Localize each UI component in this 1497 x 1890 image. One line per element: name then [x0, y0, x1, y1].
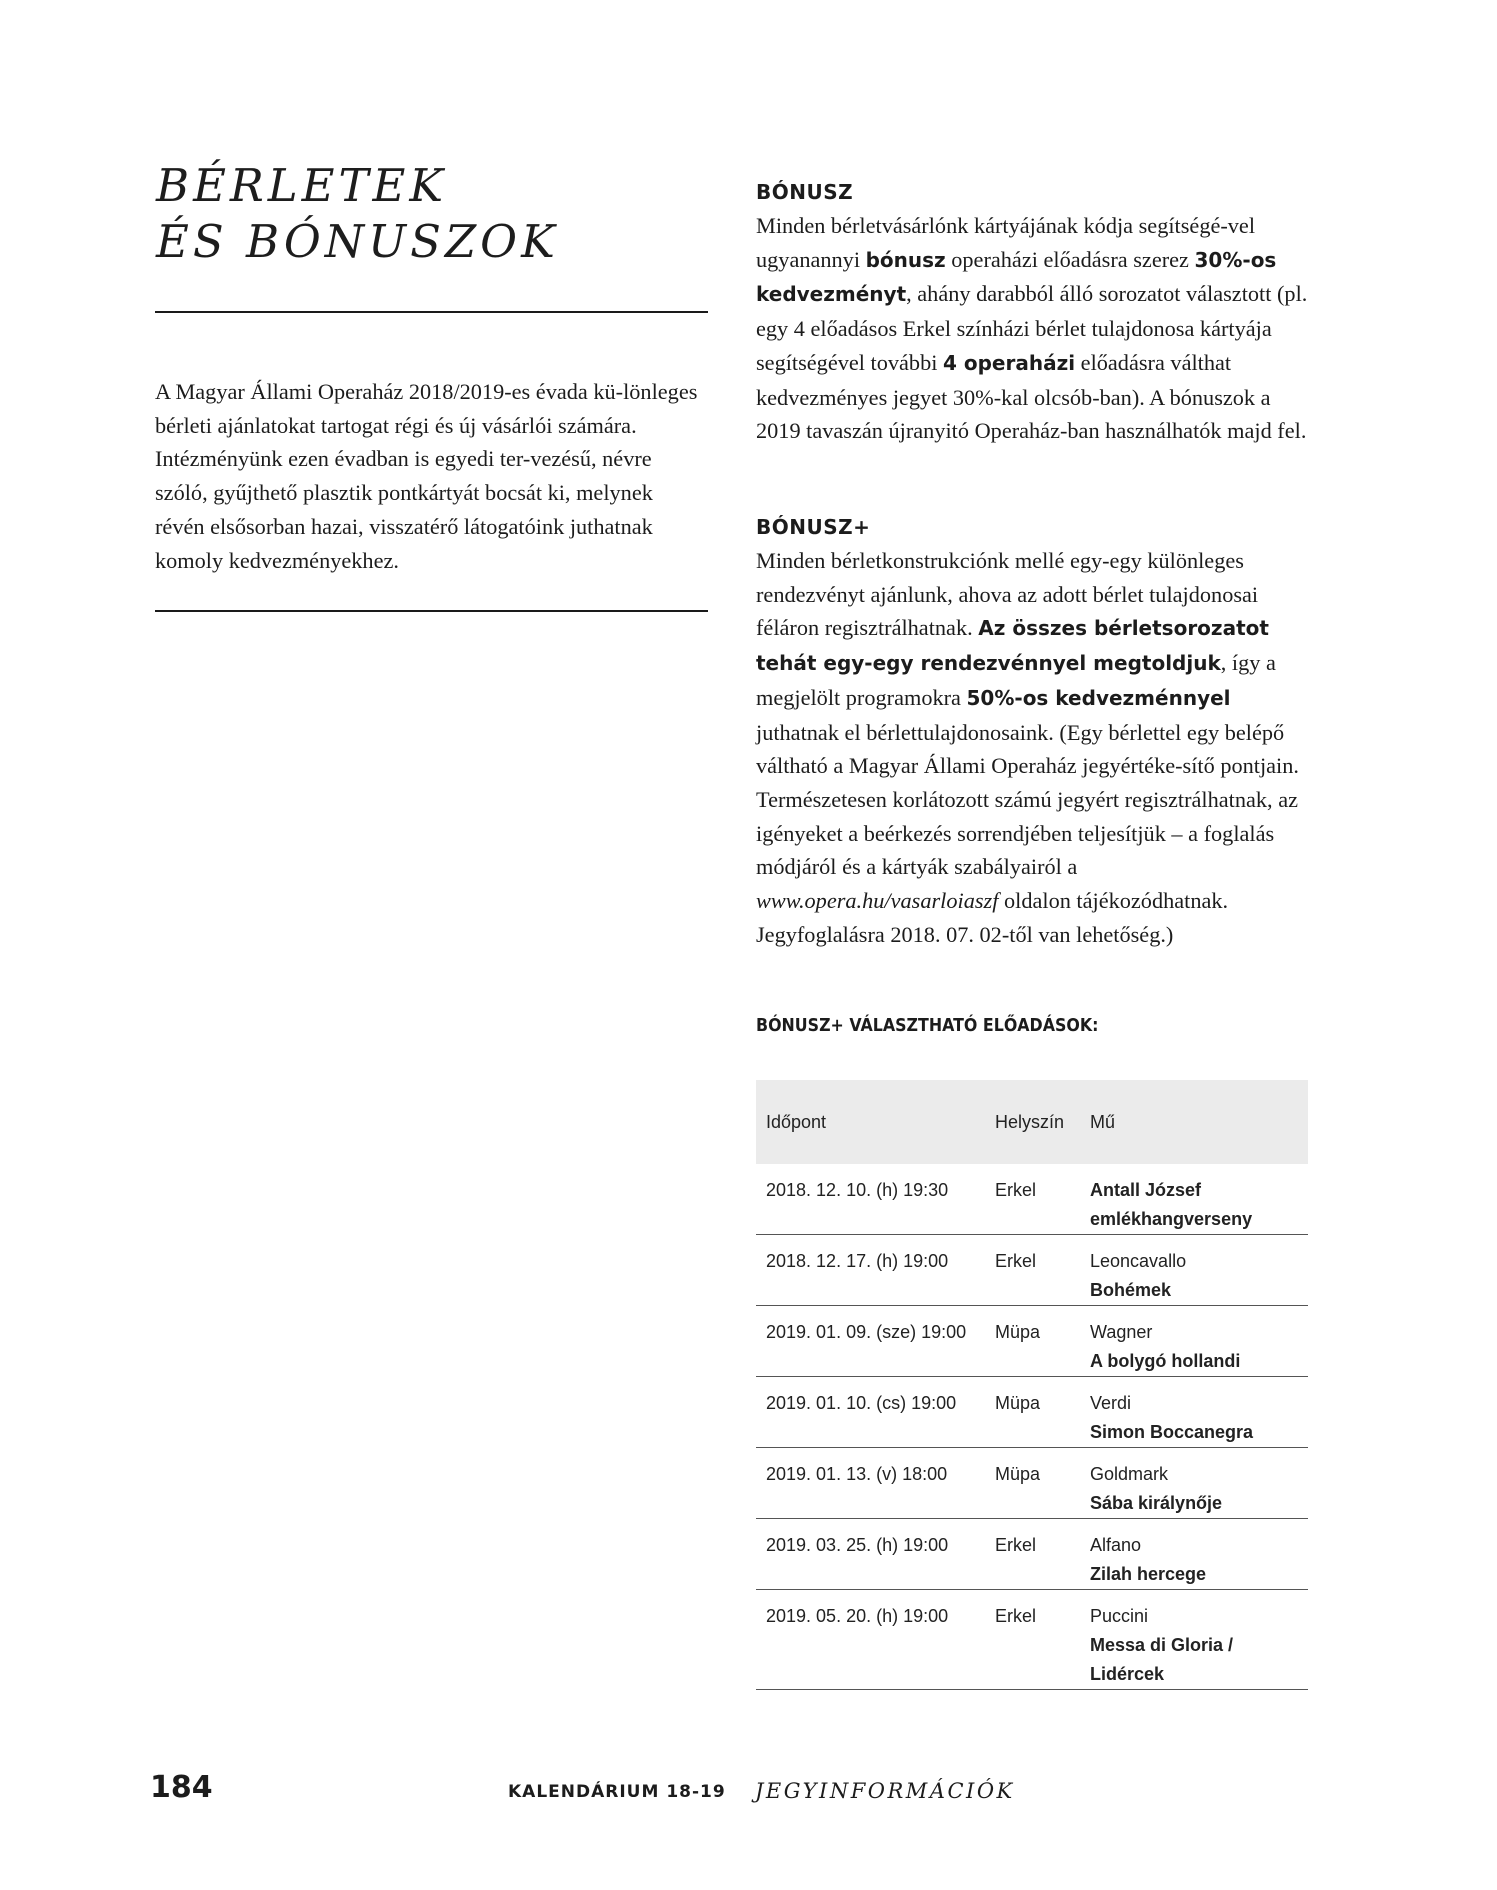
row-composer: Leoncavallo [1090, 1251, 1187, 1271]
row-piece: Bohémek [1090, 1280, 1172, 1300]
table-row [756, 1448, 1308, 1519]
row-venue: Erkel [985, 1519, 1080, 1590]
row-venue: Erkel [985, 1235, 1080, 1306]
row-composer: Wagner [1090, 1322, 1153, 1342]
table-row [756, 1306, 1308, 1377]
bonus-plus-text-4: oldalon tájékozódhatnak. Jegyfoglalásra 2018. 07. 02-től van lehetőség.) [756, 888, 1229, 947]
row-date: 2019. 01. 09. (sze) 19:00 [756, 1306, 985, 1377]
row-date: 2019. 01. 13. (v) 18:00 [756, 1448, 985, 1519]
row-piece: A bolygó hollandi [1090, 1351, 1241, 1371]
table-header-row [756, 1080, 1308, 1164]
bonus-section [756, 176, 1308, 448]
title-line-1: BÉRLETEK [156, 159, 448, 212]
table-row [756, 1235, 1308, 1306]
page-title [156, 158, 716, 270]
row-work [1080, 1448, 1308, 1519]
row-work [1080, 1235, 1308, 1306]
title-line-2: ÉS BÓNUSZOK [156, 215, 559, 268]
bonus-text-2: operaházi előadásra szerez [945, 246, 1195, 272]
bonus-plus-text-2: , így a megjelölt programokra [756, 650, 1276, 710]
row-piece: Zilah hercege [1090, 1564, 1207, 1584]
row-composer: Verdi [1090, 1393, 1132, 1413]
bonus-bold-2: 30%-os kedvezményt [756, 247, 1277, 307]
footer-section: JEGYINFORMÁCIÓK [755, 1779, 1015, 1803]
table-row [756, 1590, 1308, 1690]
row-composer: Goldmark [1090, 1464, 1169, 1484]
bonus-text-1: Minden bérletvásárlónk kártyájának kódja segítségé-vel ugyanannyi [756, 213, 1256, 272]
title-divider [155, 311, 708, 313]
row-work [1080, 1306, 1308, 1377]
bonus-plus-bold-1: Az összes bérletsorozatot tehát egy-egy rendezvénnyel megtoldjuk [756, 616, 1269, 676]
row-piece: Messa di Gloria / Lidércek [1090, 1635, 1234, 1684]
row-work [1080, 1377, 1308, 1448]
table-title: BÓNUSZ+ VÁLASZTHATÓ ELŐADÁSOK: [756, 1015, 1099, 1036]
performances-table [756, 1080, 1308, 1690]
footer-publication: KALENDÁRIUM 18-19 [508, 1782, 726, 1802]
row-piece: Sába királynője [1090, 1493, 1223, 1513]
bonus-text-4: előadásra válthat kedvezményes jegyet 30%-kal olcsób-ban). A bónuszok a 2019 tavaszán újranyitó Operaház-ban használhatók majd fel. [756, 349, 1307, 444]
header-venue: Helyszín [995, 1111, 1065, 1132]
row-date: 2018. 12. 17. (h) 19:00 [756, 1235, 985, 1306]
row-composer: Puccini [1090, 1606, 1149, 1626]
bonus-plus-section [756, 511, 1308, 951]
row-date: 2019. 03. 25. (h) 19:00 [756, 1519, 985, 1590]
intro-paragraph: A Magyar Állami Operaház 2018/2019-es évada kü-lönleges bérleti ajánlatokat tartogat régi és új vásárlói számára. Intézményünk ezen évadban is egyedi ter-vezésű, névre szóló, gyűjthető plasztik pontkártyát bocsát ki, melynek révén elsősorban hazai, visszatérő látogatóink juthatnak komoly kedvezményekhez. [155, 379, 698, 573]
row-work [1080, 1590, 1308, 1690]
row-venue: Erkel [985, 1164, 1080, 1235]
bonus-bold-3: 4 operaházi [943, 350, 1076, 375]
row-composer: Alfano [1090, 1535, 1142, 1555]
bonus-paragraph [756, 209, 1308, 448]
row-date: 2018. 12. 10. (h) 19:30 [756, 1164, 985, 1235]
terms-link[interactable]: www.opera.hu/vasarloiaszf [756, 888, 999, 914]
intro-divider [155, 610, 708, 612]
table-row [756, 1377, 1308, 1448]
header-date: Időpont [766, 1111, 827, 1132]
table-row [756, 1164, 1308, 1235]
page-number: 184 [150, 1770, 213, 1805]
bonus-heading: BÓNUSZ [756, 180, 854, 204]
row-work [1080, 1519, 1308, 1590]
bonus-plus-text-3: juthatnak el bérlettulajdonosaink. (Egy bérlettel egy belépő váltható a Magyar Állami Operaház jegyértéke-sítő pontjain. Természetesen korlátozott számú jegyért regisztrálhatnak, az igényeket a beérkezés sorrendjében teljesítjük – a foglalás módjáról és a kártyák szabályairól a [756, 719, 1299, 880]
bonus-bold-1: bónusz [865, 247, 946, 272]
row-piece: Antall József emlékhangverseny [1090, 1180, 1253, 1229]
row-work [1080, 1164, 1308, 1235]
row-piece: Simon Boccanegra [1090, 1422, 1254, 1442]
row-venue: Müpa [985, 1377, 1080, 1448]
row-venue: Müpa [985, 1448, 1080, 1519]
row-date: 2019. 05. 20. (h) 19:00 [756, 1590, 985, 1690]
row-venue: Erkel [985, 1590, 1080, 1690]
bonus-plus-heading: BÓNUSZ+ [756, 515, 871, 539]
bonus-plus-bold-2: 50%-os kedvezménnyel [966, 685, 1231, 710]
table-row [756, 1519, 1308, 1590]
header-work: Mű [1090, 1111, 1116, 1132]
bonus-plus-paragraph [756, 544, 1308, 951]
row-venue: Müpa [985, 1306, 1080, 1377]
bonus-plus-text-1: Minden bérletkonstrukciónk mellé egy-egy különleges rendezvényt ajánlunk, ahova az adott bérlet tulajdonosai féláron regisztrálhatnak. [756, 548, 1259, 641]
bonus-text-3: , ahány darabból álló sorozatot választott (pl. egy 4 előadásos Erkel színházi bérlet tulajdonosa kártyája segítségével további [756, 281, 1308, 375]
row-date: 2019. 01. 10. (cs) 19:00 [756, 1377, 985, 1448]
